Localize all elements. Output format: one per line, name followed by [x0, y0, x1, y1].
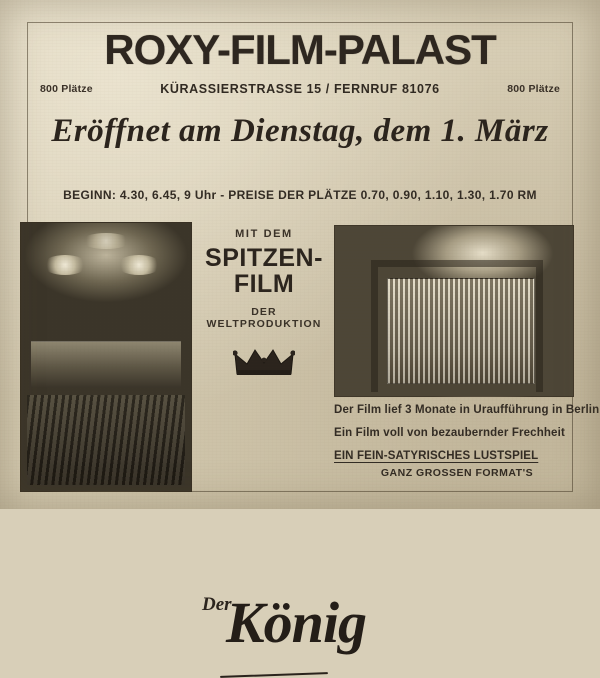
description-line-2: Ein Film voll von bezaubernder Frechheit	[334, 427, 565, 439]
film-title: König	[226, 590, 367, 655]
description-line-3: EIN FEIN-SATYRISCHES LUSTSPIEL	[334, 450, 539, 462]
cinema-name-title: ROXY-FILM-PALAST	[104, 26, 496, 73]
film-label: FILM	[233, 269, 295, 298]
ceiling-light-icon	[81, 233, 131, 249]
address-line: KÜRASSIERSTRASSE 15 / FERNRUF 81076	[160, 82, 440, 96]
weltproduktion-label: DER WELTPRODUKTION	[206, 306, 322, 330]
center-column	[196, 222, 367, 655]
spitzen-label: SPITZEN-	[205, 244, 323, 272]
auditorium-photo	[20, 222, 192, 492]
balcony-section	[31, 341, 181, 388]
opening-headline: Eröffnet am Dienstag, dem 1. März	[51, 113, 549, 149]
stage-curtain	[387, 278, 535, 384]
film-description-block	[334, 404, 600, 479]
title-underline	[220, 672, 328, 678]
stage-photo	[334, 225, 574, 397]
mit-dem-label: MIT DEM	[235, 228, 293, 240]
description-line-4: GANZ GROSSEN FORMAT'S	[380, 467, 534, 479]
title-article: Der	[202, 594, 232, 615]
description-line-1: Der Film lief 3 Monate in Uraufführung in Berlin	[334, 404, 600, 416]
ceiling-light-icon	[43, 255, 87, 275]
crown-icon	[233, 346, 295, 376]
showtimes-prices-line: BEGINN: 4.30, 6.45, 9 Uhr - PREISE DER PLÄTZE 0.70, 0.90, 1.10, 1.30, 1.70 RM	[63, 188, 537, 202]
seats-right-label: 800 Plätze	[507, 83, 560, 95]
seating-rows	[27, 395, 185, 485]
ceiling-light-icon	[117, 255, 161, 275]
seats-left-label: 800 Plätze	[40, 83, 93, 95]
